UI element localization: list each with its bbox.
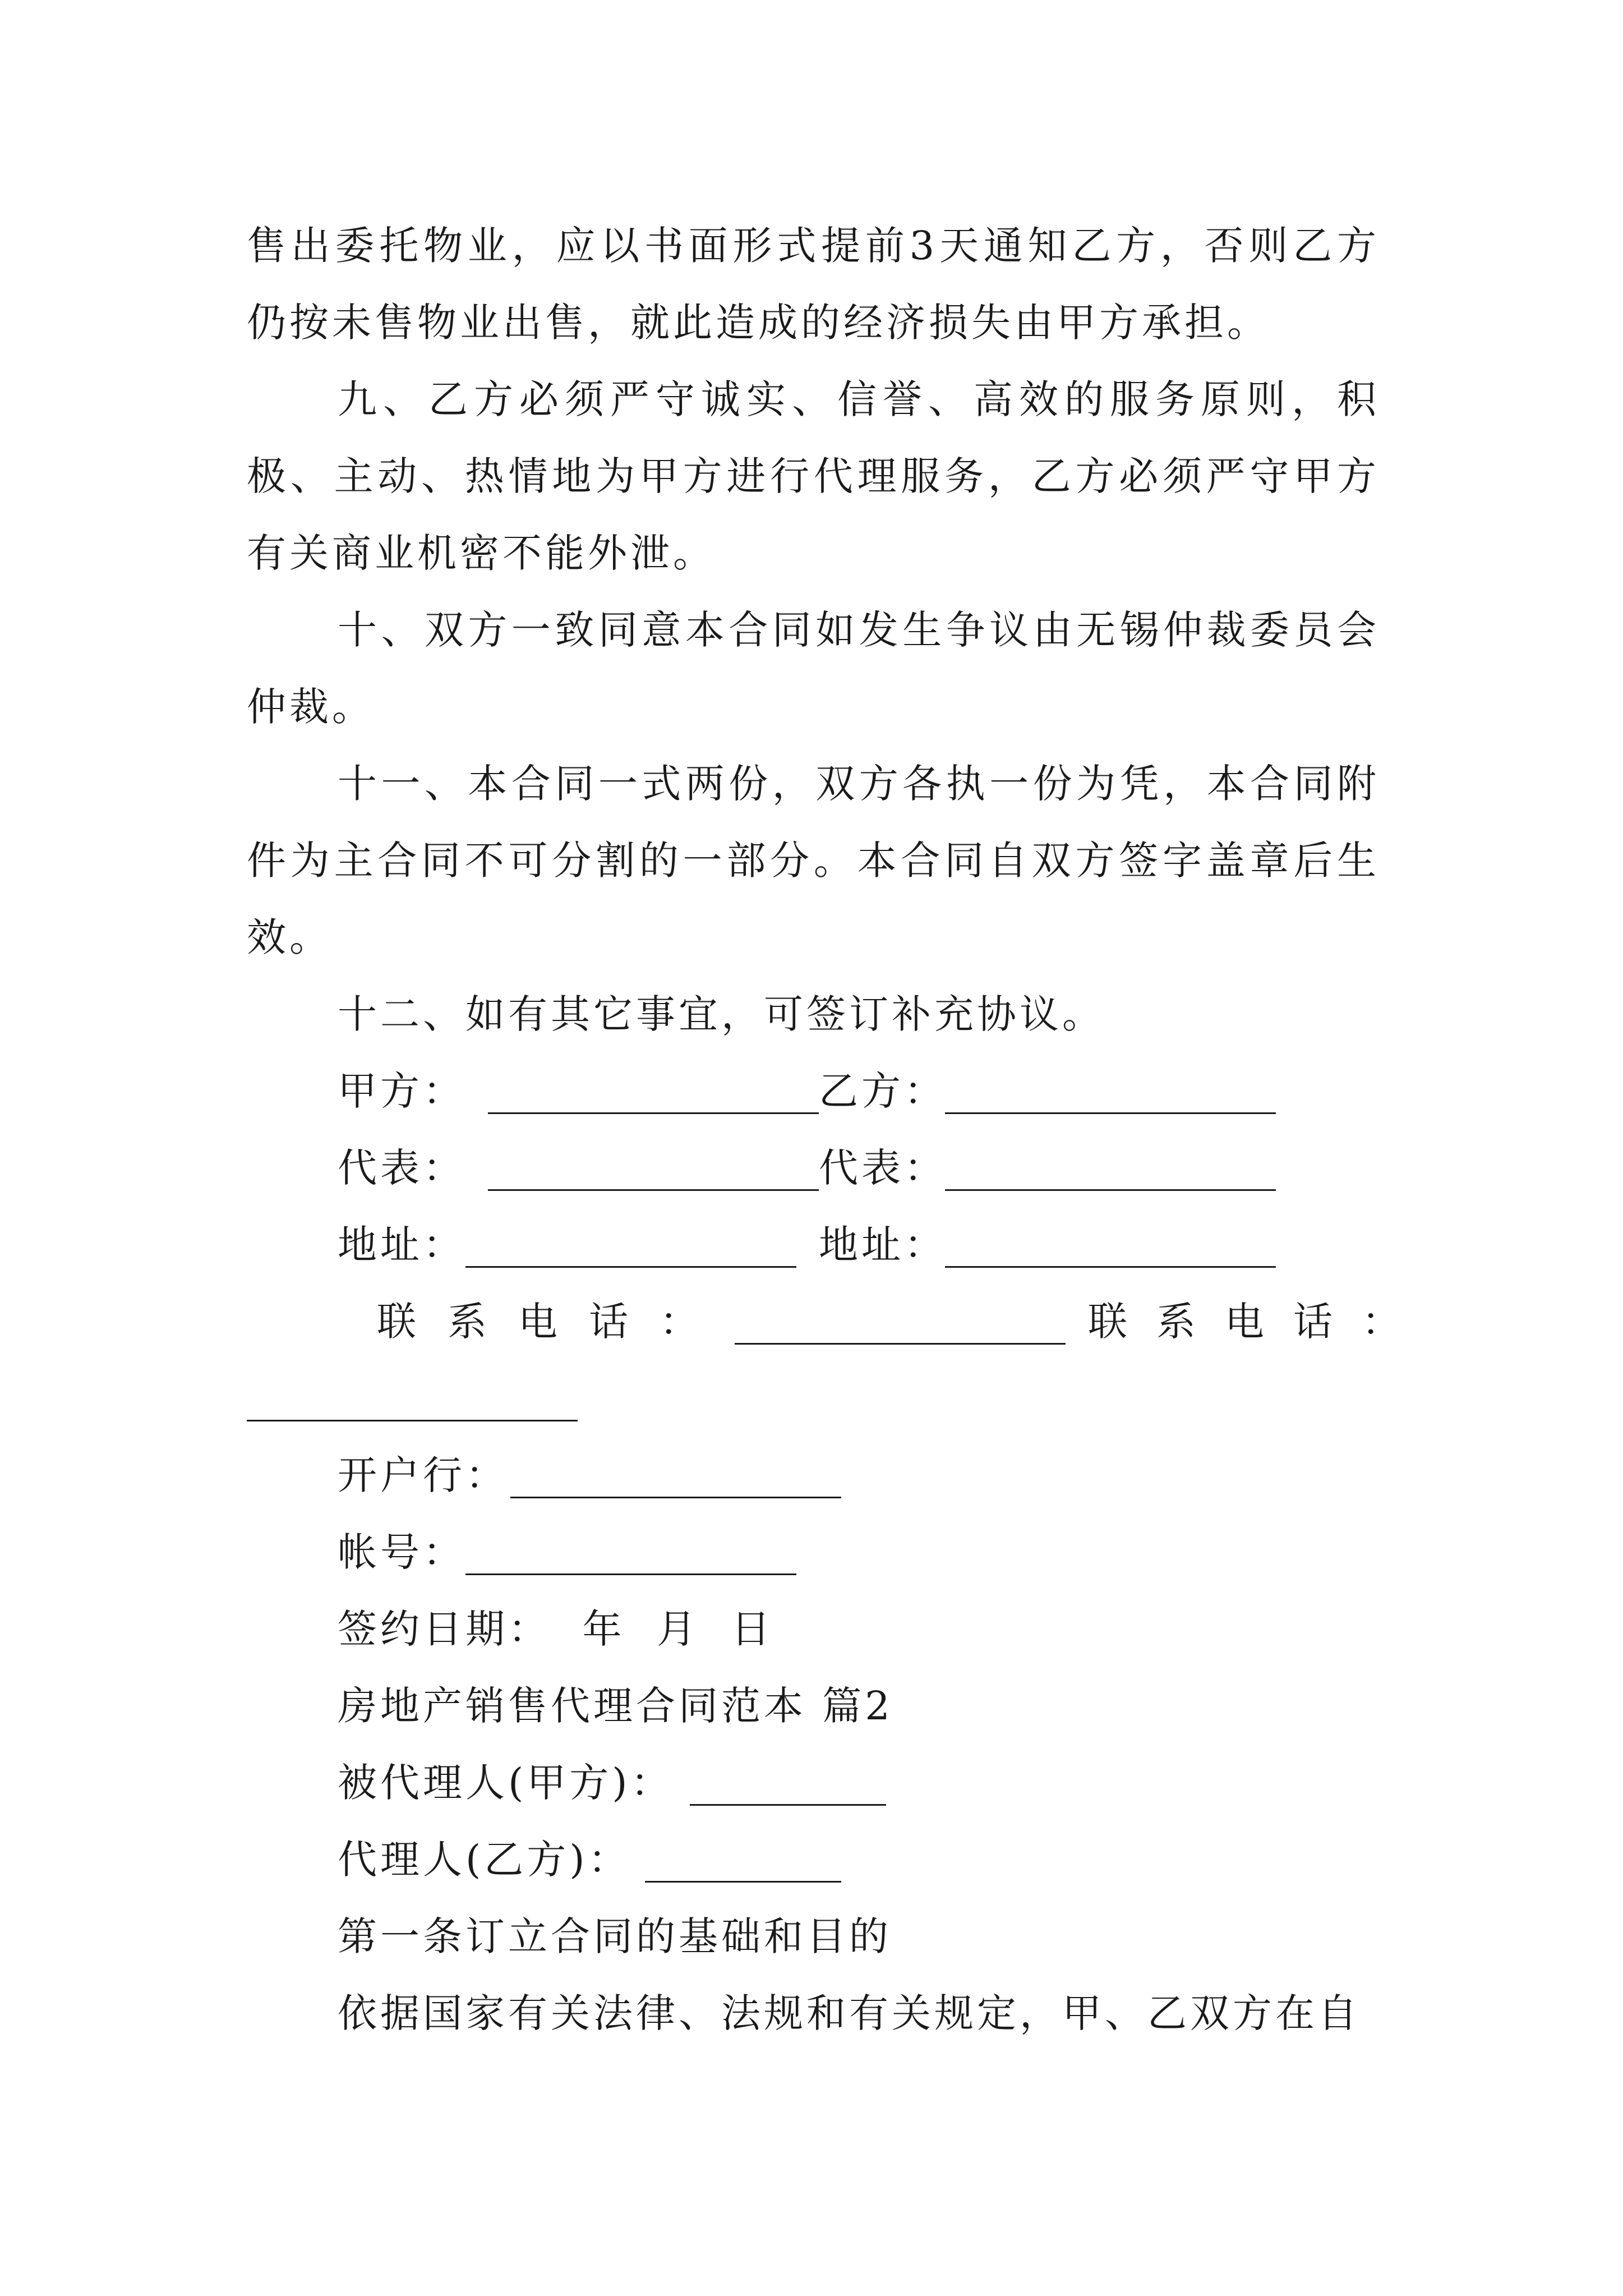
document-page (247, 208, 1430, 2052)
paragraph-10: 十、双方一致同意本合同如发生争议由无锡仲裁委员会仲裁。 (247, 607, 1380, 730)
date-row (247, 1591, 1380, 1668)
account-label: 帐号： (338, 1529, 465, 1575)
paragraph-12: 十二、如有其它事宜，可签订补充协议。 (338, 991, 1105, 1037)
representative-row (247, 1130, 1380, 1207)
addr-b-label: 地址： (819, 1222, 947, 1268)
rep-b-label: 代表： (819, 1145, 947, 1191)
principal-blank[interactable] (690, 1804, 886, 1806)
article-1-title: 第一条订立合同的基础和目的 (338, 1913, 892, 1959)
party-row (247, 1053, 1380, 1130)
article-1-text-row (247, 1975, 1380, 2052)
phone-b-continued-row (247, 1360, 1380, 1437)
party-a-blank[interactable] (488, 1112, 819, 1114)
rep-b-blank[interactable] (945, 1189, 1276, 1191)
phone-b-label: 联系电话： (1088, 1299, 1430, 1345)
bank-blank[interactable] (510, 1497, 841, 1498)
address-row (247, 1207, 1380, 1283)
agent-row (247, 1821, 1380, 1898)
addr-a-blank[interactable] (465, 1266, 796, 1268)
bank-label: 开户行： (338, 1452, 508, 1498)
phone-a-blank[interactable] (735, 1343, 1066, 1345)
account-blank[interactable] (465, 1573, 796, 1575)
paragraph-11: 十一、本合同一式两份，双方各执一份为凭，本合同附件为主合同不可分割的一部分。本合同自双方签字盖章后生效。 (247, 761, 1380, 960)
bank-row (247, 1437, 1380, 1514)
phone-row (247, 1283, 1430, 1360)
agent-label: 代理人(乙方)： (338, 1837, 631, 1883)
account-row (247, 1514, 1380, 1591)
article-1-title-row (247, 1898, 1380, 1975)
addr-b-blank[interactable] (945, 1266, 1276, 1268)
rep-a-blank[interactable] (488, 1189, 819, 1191)
addr-a-label: 地址： (338, 1222, 465, 1268)
phone-b-blank[interactable] (247, 1420, 578, 1421)
agent-blank[interactable] (645, 1881, 841, 1883)
principal-row (247, 1745, 1380, 1821)
section-2-title-row (247, 1668, 1380, 1745)
paragraph-9: 九、乙方必须严守诚实、信誉、高效的服务原则，积极、主动、热情地为甲方进行代理服务，乙方必须严守甲方有关商业机密不能外泄。 (247, 376, 1380, 576)
article-1-text: 依据国家有关法律、法规和有关规定，甲、乙双方在自 (338, 1990, 1361, 2036)
party-b-blank[interactable] (945, 1112, 1276, 1114)
party-b-label: 乙方： (819, 1068, 947, 1114)
section-2-title: 房地产销售代理合同范本 篇2 (338, 1683, 893, 1729)
principal-label: 被代理人(甲方)： (338, 1760, 674, 1806)
paragraph-8-continued: 售出委托物业，应以书面形式提前3天通知乙方，否则乙方仍按未售物业出售，就此造成的经济损失由甲方承担。 (247, 223, 1380, 346)
rep-a-label: 代表： (338, 1145, 465, 1191)
signing-date-label: 签约日期： 年 月 日 (338, 1606, 774, 1652)
party-a-label: 甲方： (338, 1068, 465, 1114)
phone-a-label: 联系电话： (377, 1299, 730, 1345)
